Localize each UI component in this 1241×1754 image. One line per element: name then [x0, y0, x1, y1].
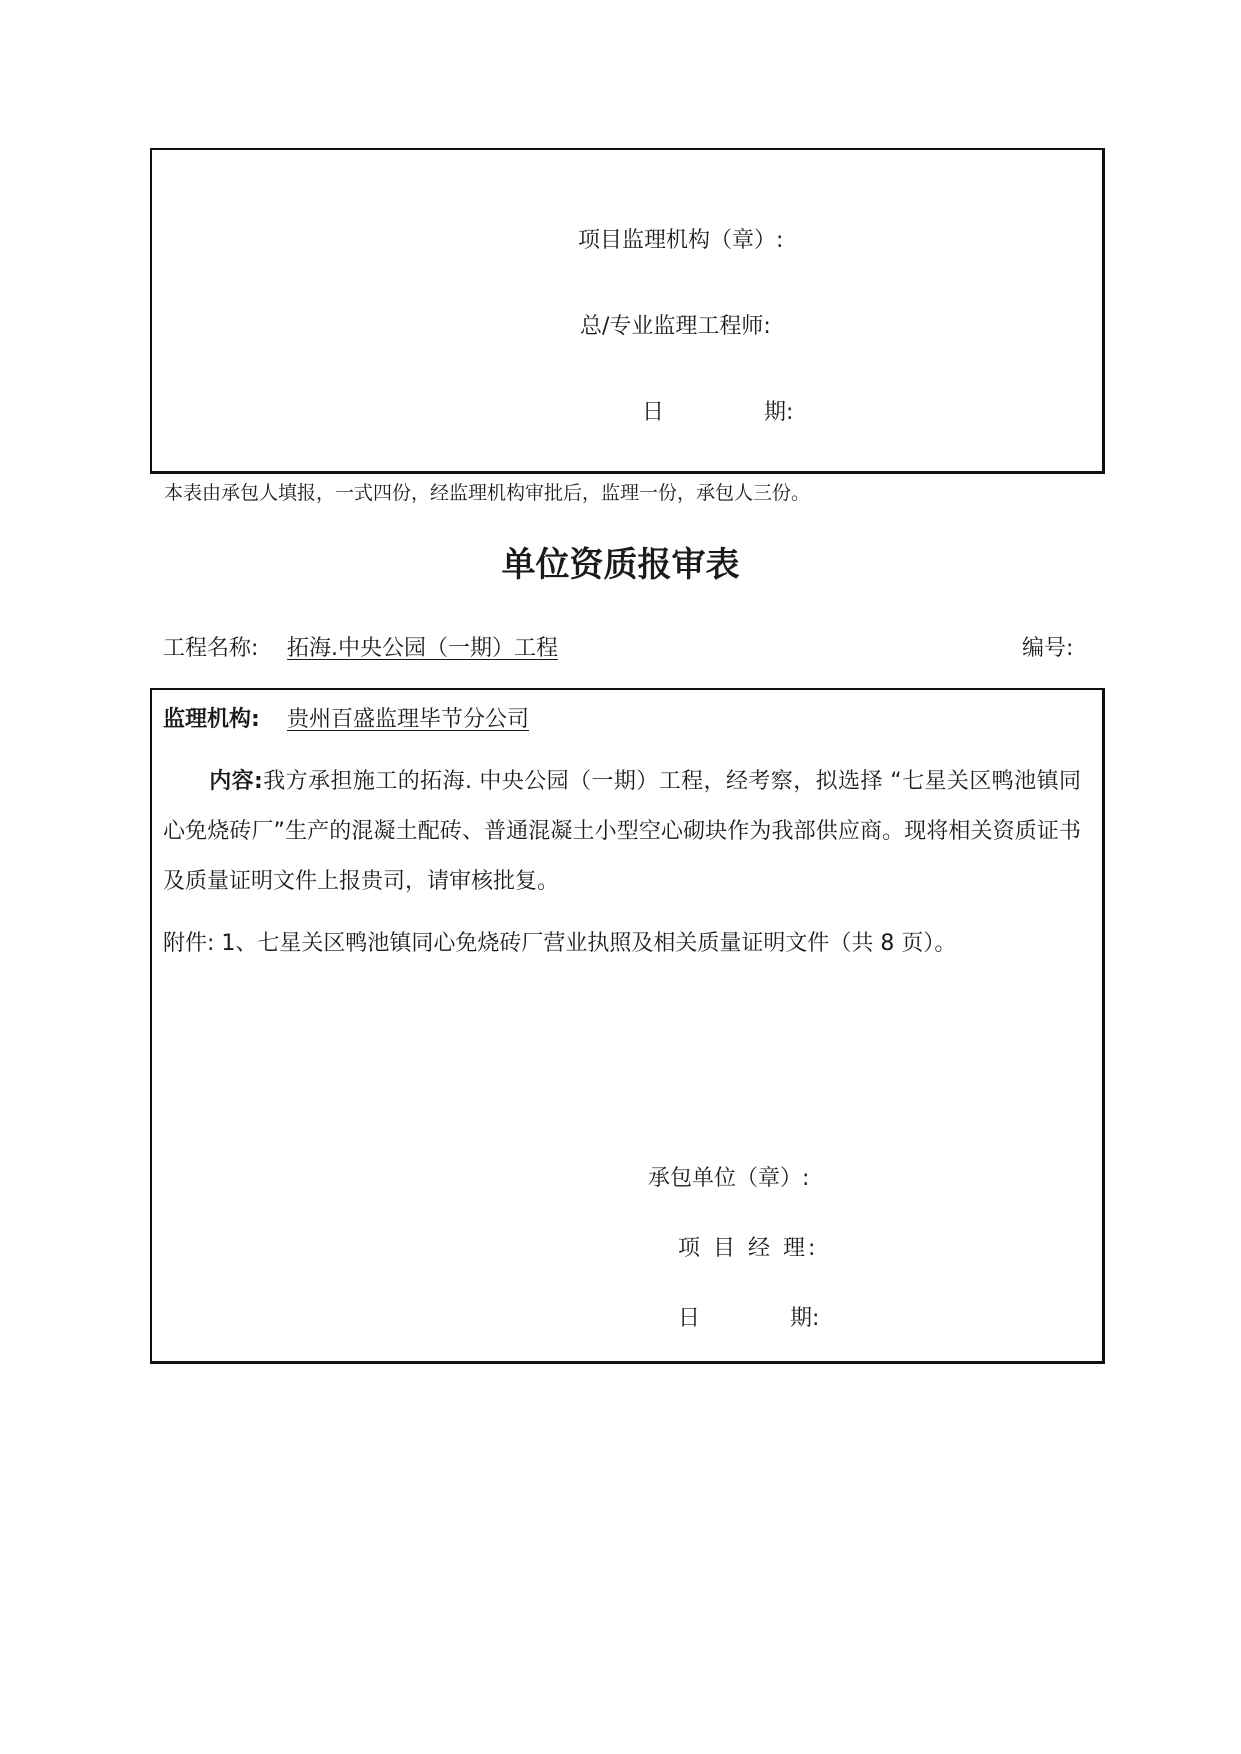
approval-box: [150, 148, 1105, 474]
engineer-label: 总/专业监理工程师:: [580, 314, 771, 339]
page-title: 单位资质报审表: [501, 545, 740, 585]
date-label-period: 期:: [764, 400, 794, 425]
content-label: 内容:: [209, 769, 263, 794]
project-name-label: 工程名称:: [163, 636, 259, 661]
contractor-date-day: 日: [678, 1306, 701, 1331]
date-label-day: 日: [642, 400, 665, 425]
contractor-seal-label: 承包单位（章）:: [648, 1166, 810, 1191]
org-seal-label: 项目监理机构（章）:: [578, 228, 784, 253]
form-note: 本表由承包人填报，一式四份，经监理机构审批后，监理一份，承包人三份。: [164, 482, 811, 504]
supervisor-value: 贵州百盛监理毕节分公司: [287, 707, 530, 732]
supervisor-label: 监理机构:: [163, 707, 260, 732]
content-paragraph: [163, 757, 1081, 907]
contractor-date-period: 期:: [790, 1306, 820, 1331]
form-number-label: 编号:: [1022, 636, 1074, 661]
content-text: 我方承担施工的拓海. 中央公园（一期）工程，经考察，拟选择 “七星关区鸭池镇同心免烧砖厂”生产的混凝土配砖、普通混凝土小型空心砌块作为我部供应商。现将相关资质证书及质量证明文件上报贵司，请审核批复。: [163, 769, 1081, 894]
project-manager-label: 项 目 经 理:: [678, 1236, 819, 1261]
project-name-value: 拓海.中央公园（一期）工程: [287, 636, 558, 661]
attachment-text: 附件: 1、七星关区鸭池镇同心免烧砖厂营业执照及相关质量证明文件（共 8 页）。: [163, 931, 957, 956]
